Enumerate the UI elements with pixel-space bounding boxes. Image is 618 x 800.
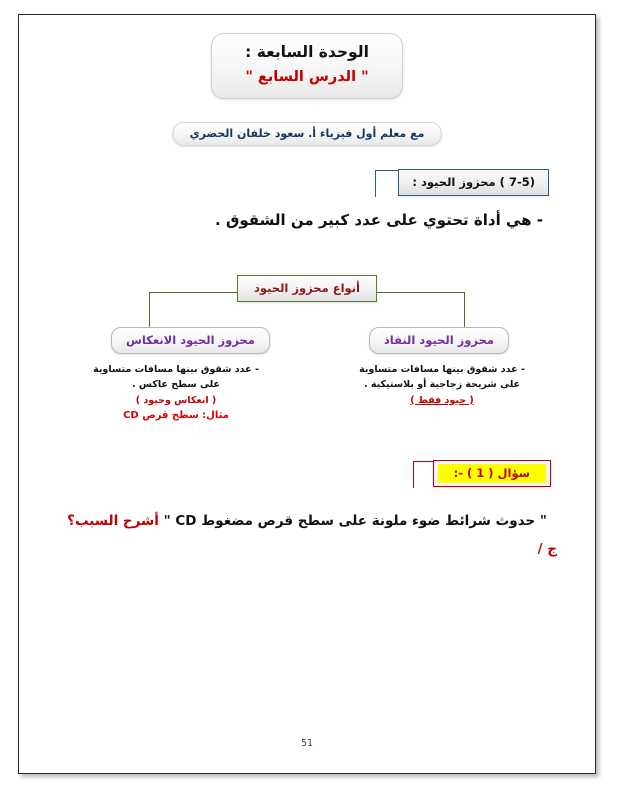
- desc-reflection-line2: على سطح عاكس .: [132, 379, 220, 391]
- desc-reflection-example: [81, 408, 271, 424]
- desc-reflection-line1: - عدد شقوق بينها مسافات متساوية: [93, 364, 259, 375]
- teacher-credit: مع معلم أول فيزياء أ. سعود خلفان الحضري: [173, 122, 442, 146]
- document-page: [18, 14, 596, 774]
- desc-transmission-line1: - عدد شقوق بينها مسافات متساوية: [359, 364, 525, 375]
- question-banner-group: [45, 455, 569, 497]
- desc-transmission-accent: ( حيود فقط ): [410, 394, 474, 406]
- hierarchy-diagram: [19, 270, 595, 445]
- diagram-node-reflection: محزوز الحيود الانعكاس: [111, 327, 270, 354]
- description-transmission: [347, 362, 537, 408]
- desc-reflection-accent: ( انعكاس وحيود ): [135, 394, 217, 406]
- example-prefix: مثال: سطح قرص: [142, 410, 229, 422]
- question-text-before: " حدوث شرائط ضوء ملونة على سطح قرص مضغوط: [201, 513, 547, 529]
- description-reflection: [81, 362, 271, 424]
- definition-text: - هي أداة تحتوي على عدد كبير من الشقوق .: [215, 211, 543, 229]
- unit-title-box: [211, 33, 403, 99]
- question-text: [67, 513, 547, 529]
- section-heading: (7-5 ) محزوز الحيود :: [398, 169, 549, 196]
- question-banner-label: سؤال ( 1 ) -:: [438, 464, 546, 483]
- question-text-prompt: أشرح السبب؟: [67, 513, 159, 529]
- question-banner-box: [433, 460, 551, 487]
- section-header-group: [51, 163, 563, 203]
- desc-transmission-line2: على شريحة زجاجية أو بلاستيكية .: [363, 379, 521, 391]
- page-number: 51: [300, 738, 314, 749]
- question-text-term: CD: [175, 513, 197, 529]
- example-term: CD: [123, 410, 139, 422]
- answer-label: ج /: [537, 541, 557, 557]
- lesson-title: " الدرس السابع ": [245, 69, 369, 86]
- page-inner: [19, 15, 595, 773]
- unit-title: الوحدة السابعة :: [245, 43, 369, 61]
- diagram-node-transmission: محزوز الحيود النفاذ: [369, 327, 509, 354]
- diagram-root-node: أنواع محزوز الحيود: [237, 275, 377, 302]
- question-text-after: ": [163, 513, 171, 529]
- section-bracket: [375, 170, 398, 197]
